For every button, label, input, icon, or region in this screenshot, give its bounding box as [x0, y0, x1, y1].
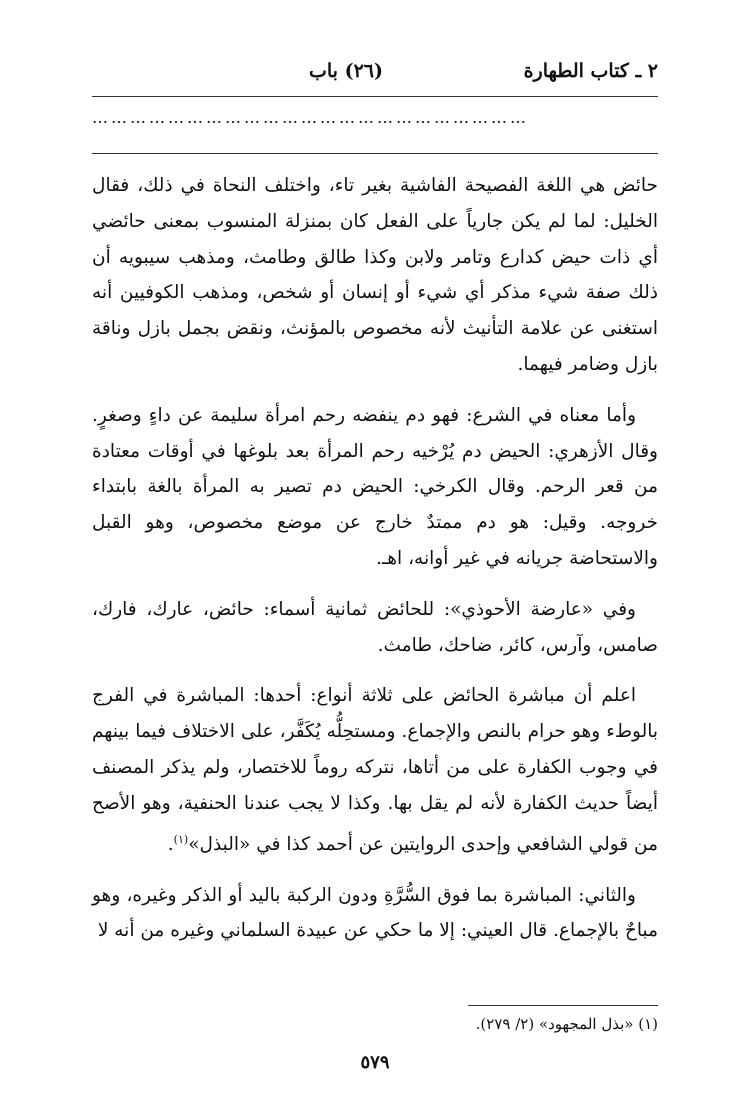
footnote-marker: (١)	[173, 832, 189, 846]
footnote: (١) «بذل المجهود» (٢/ ٢٧٩).	[475, 1015, 658, 1033]
page-number: ٥٧٩	[360, 1052, 390, 1073]
paragraph-1: حائض هي اللغة الفصيحة الفاشية بغير تاء، واختلف النحاة في ذلك، فقال الخليل: لما لم يكن جارياً على الفعل كان بمنزلة المنسوب بمعنى حائضي أي ذات حيض كدارع وتامر ولابن وكذا طالق وطامث، ومذهب سيبويه أن ذلك صفة شيء مذكر أي شيء أو إنسان أو شخص، ومذهب الكوفيين أنه استغنى عن علامة التأنيث لأنه مخصوص بالمؤنث، ونقض بجمل بازل وناقة بازل وضامر فيهما.	[92, 175, 658, 375]
paragraph-3: وفي «عارضة الأحوذي»: للحائض ثمانية أسماء: حائض، عارك، فارك، صامس، وآرس، كائر، ضاحك، طامث.	[92, 598, 658, 656]
paragraph-5: والثاني: المباشرة بما فوق السُّرَّةِ ودون الركبة باليد أو الذكر وغيره، وهو مباحٌ بالإجماع. قال العيني: إلا ما حكي عن عبيدة السلماني وغيره من أنه لا	[92, 884, 658, 942]
paragraph-4	[92, 678, 658, 862]
footnote-rule	[468, 1005, 658, 1006]
chapter-title: (٢٦) باب	[309, 60, 383, 82]
section-rule	[92, 153, 658, 154]
header-rule	[92, 96, 658, 97]
paragraph-2: وأما معناه في الشرع: فهو دم ينفضه رحم امرأة سليمة عن داءٍ وصغرٍ. وقال الأزهري: الحيض دم يُرْخيه رحم المرأة بعد بلوغها في أوقات معتادة من قعر الرحم. وقال الكرخي: الحيض دم تصير به المرأة بالغة بابتداء خروجه. وقيل: هو دم ممتدٌ خارج عن موضع مخصوص، وهو القبل والاستحاضة جريانه في غير أوانه، اهـ.	[92, 404, 658, 569]
main-text	[92, 168, 658, 964]
book-title: ٢ ـ كتاب الطهارة	[523, 60, 658, 82]
paragraph-4-text: اعلم أن مباشرة الحائض على ثلاثة أنواع: أحدها: المباشرة في الفرج بالوطء وهو حرام بالنص والإجماع. ومستحِلُّه يُكَفَّر، على الاختلاف فيما بينهم في وجوب الكفارة على من أتاها، نتركه روماً للاختصار، ولم يذكر المصنف أيضاً حديث الكفارة لأنه لم يقل بها. وكذا لا يجب عندنا الحنفية، وهو الأصح من قولي الشافعي وإحدى الروايتين عن أحمد كذا في «البذل»	[92, 685, 658, 855]
running-header	[90, 60, 658, 90]
omission-dots: ……………………………………………………………	[92, 108, 529, 127]
paragraph-4-end: .	[167, 833, 174, 855]
